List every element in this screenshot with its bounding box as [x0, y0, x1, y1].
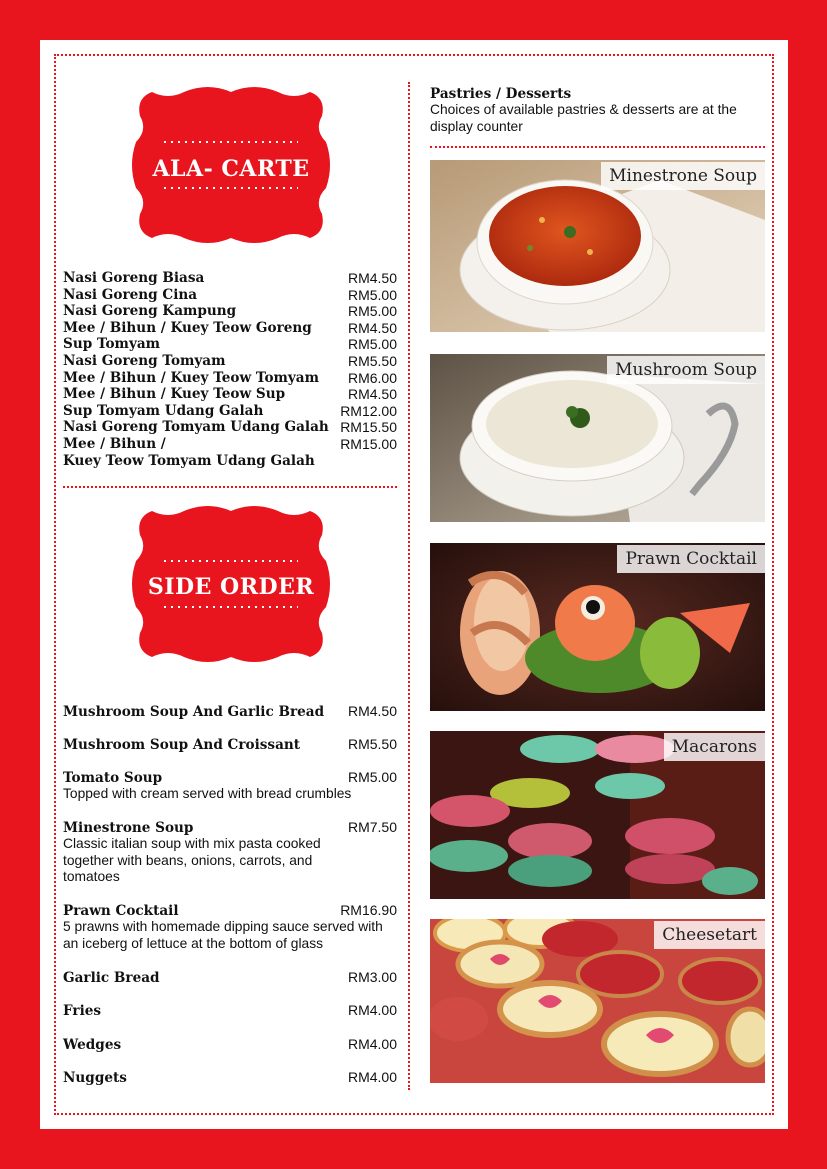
ala-carte-item-price: RM15.50: [340, 419, 397, 436]
ala-carte-row: [63, 370, 397, 387]
macarons-photo: [430, 731, 765, 903]
ala-carte-item-name: Nasi Goreng Tomyam Udang Galah: [63, 419, 329, 436]
ala-carte-row: [63, 386, 397, 403]
ala-carte-item-price: RM5.50: [347, 352, 397, 369]
side-item-name: Nuggets: [63, 1070, 127, 1086]
side-item-price: RM4.00: [347, 1069, 397, 1085]
ala-carte-item-name: Kuey Teow Tomyam Udang Galah: [63, 452, 315, 469]
ala-carte-row: [63, 419, 397, 436]
side-item-price: RM4.00: [347, 1002, 397, 1018]
ala-carte-item-name: Sup Tomyam Udang Galah: [63, 402, 264, 419]
photo-caption: Minestrone Soup: [601, 162, 765, 190]
photo-caption: Cheesetart: [654, 921, 765, 949]
section-divider: [430, 146, 765, 148]
side-item-desc: Classic italian soup with mix pasta cooked together with beans, onions, carrots, and tomatoes: [63, 836, 321, 885]
ala-carte-item-name: Nasi Goreng Biasa: [63, 270, 205, 286]
ala-carte-row: [63, 303, 397, 320]
ala-carte-row: [63, 436, 397, 453]
pastries-desc: Choices of available pastries & desserts are at the display counter: [430, 102, 737, 134]
mushroom-soup-photo: [430, 354, 765, 526]
ala-carte-item-price: RM4.50: [347, 386, 397, 403]
side-order-title: SIDE ORDER: [147, 574, 315, 600]
side-item-name: Wedges: [63, 1037, 122, 1053]
ala-carte-item-name: Mee / Bihun /: [63, 435, 166, 452]
side-item: [63, 1002, 397, 1019]
side-item-price: RM4.00: [347, 1036, 397, 1052]
photo-caption: Prawn Cocktail: [617, 545, 765, 573]
photo-caption: Macarons: [664, 733, 765, 761]
ala-carte-row: [63, 320, 397, 337]
pastries-title: Pastries / Desserts: [430, 86, 572, 102]
side-item-name: Tomato Soup: [63, 770, 163, 786]
side-item-name: Prawn Cocktail: [63, 903, 179, 919]
photo-caption: Mushroom Soup: [607, 356, 765, 384]
ala-carte-item-name: Mee / Bihun / Kuey Teow Tomyam: [63, 369, 319, 386]
ala-carte-row: [63, 336, 397, 353]
ala-carte-item-price: RM15.00: [340, 435, 397, 452]
pastries-note: [430, 86, 770, 135]
ala-carte-item-name: Nasi Goreng Tomyam: [63, 352, 226, 369]
ala-carte-item-name: Mee / Bihun / Kuey Teow Goreng: [63, 319, 312, 336]
ala-carte-row: [63, 453, 397, 470]
side-item: [63, 902, 397, 952]
side-item: [63, 969, 397, 986]
side-item-price: RM16.90: [340, 902, 397, 918]
ala-carte-item-price: RM4.50: [347, 270, 397, 286]
side-item: [63, 1069, 397, 1086]
ala-carte-title: ALA- CARTE: [152, 156, 310, 182]
side-item: [63, 1036, 397, 1053]
ala-carte-item-price: RM4.50: [347, 319, 397, 336]
side-item: [63, 769, 397, 803]
side-item-price: RM4.50: [347, 703, 397, 719]
ala-carte-row: [63, 287, 397, 304]
side-item-name: Garlic Bread: [63, 970, 160, 986]
ala-carte-row: [63, 403, 397, 420]
ala-carte-item-name: Nasi Goreng Kampung: [63, 303, 237, 320]
ala-carte-item-price: RM6.00: [347, 369, 397, 386]
ala-carte-row: [63, 270, 397, 287]
minestrone-photo: [430, 160, 765, 332]
ala-carte-badge: [128, 84, 334, 246]
ala-carte-item-name: Mee / Bihun / Kuey Teow Sup: [63, 386, 286, 403]
cheesetart-photo: [430, 919, 765, 1083]
side-item-price: RM5.00: [347, 769, 397, 785]
column-divider: [408, 82, 410, 1090]
side-item: [63, 819, 397, 886]
ala-carte-item-name: Nasi Goreng Cina: [63, 286, 198, 303]
side-item-price: RM3.00: [347, 969, 397, 985]
side-item-desc: 5 prawns with homemade dipping sauce served with an iceberg of lettuce at the bottom of glass: [63, 919, 383, 951]
prawn-cocktail-photo: [430, 543, 765, 715]
side-item: [63, 736, 397, 753]
side-item: [63, 703, 397, 720]
ala-carte-item-name: Sup Tomyam: [63, 336, 161, 353]
ala-carte-list: [63, 270, 397, 469]
side-item-price: RM7.50: [347, 819, 397, 835]
ala-carte-item-price: RM12.00: [340, 402, 397, 419]
ala-carte-row: [63, 353, 397, 370]
section-divider: [63, 486, 397, 488]
side-item-desc: Topped with cream served with bread crumbles: [63, 786, 352, 801]
ala-carte-item-price: RM5.00: [347, 336, 397, 353]
side-item-name: Mushroom Soup And Garlic Bread: [63, 704, 325, 720]
side-order-badge: [128, 503, 334, 665]
ala-carte-item-price: RM5.00: [347, 303, 397, 320]
ala-carte-item-price: RM5.00: [347, 286, 397, 303]
side-item-price: RM5.50: [347, 736, 397, 752]
side-item-name: Minestrone Soup: [63, 820, 194, 836]
side-item-name: Fries: [63, 1003, 102, 1019]
side-item-name: Mushroom Soup And Croissant: [63, 737, 301, 753]
